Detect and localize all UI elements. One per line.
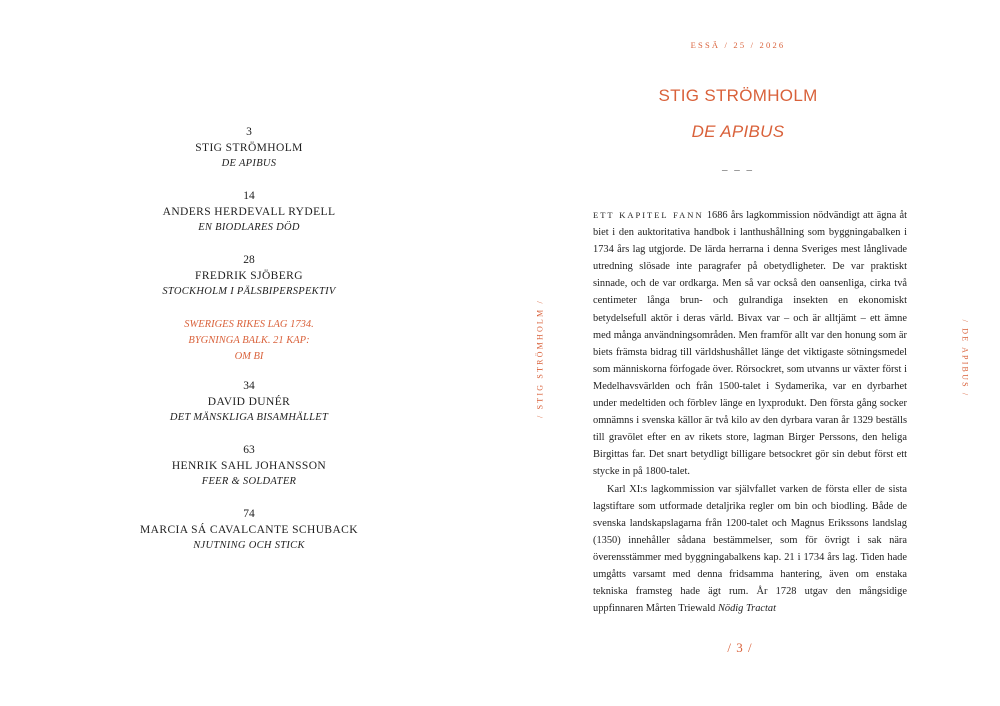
essay-title: DE APIBUS [691, 122, 785, 141]
toc-entry[interactable] [100, 507, 398, 554]
toc-author: ANDERS HERDEVALL RYDELL [162, 206, 336, 218]
toc-entry[interactable] [100, 189, 398, 236]
toc-title: EN BIODLARES DÖD [198, 222, 300, 233]
toc-author: DAVID DUNÉR [207, 396, 291, 408]
table-of-contents [100, 125, 398, 571]
paragraph [593, 207, 907, 481]
essay-author: STIG STRÖMHOLM [658, 86, 818, 105]
toc-title: FEER & SOLDATER [201, 476, 297, 487]
toc-title: STOCKHOLM I PÄLSBIPERSPEKTIV [162, 286, 336, 297]
toc-title: DE APIBUS [221, 158, 277, 169]
toc-page-number: 28 [243, 254, 255, 266]
toc-author: STIG STRÖMHOLM [195, 142, 303, 154]
toc-entry[interactable] [100, 253, 398, 300]
book-title-italic: Nödig Tractat [717, 603, 776, 615]
toc-entry[interactable] [100, 125, 398, 172]
page-number: / 3 / [727, 640, 753, 655]
toc-page-number: 14 [243, 190, 255, 202]
toc-page-number: 3 [246, 126, 252, 138]
toc-author: HENRIK SAHL JOHANSSON [171, 460, 327, 472]
right-page [500, 0, 1000, 706]
toc-entry[interactable] [100, 443, 398, 490]
paragraph-text: Karl XI:s lagkommission var självfallet varken de första eller de sista lagstiftare som utformade detaljrika regler om bin och biodling. Både de svenska landskapslagarna från 1200-talet och Magnus Erikssons landslag (1350) innehåller sådana bestämmelser, som för övrigt i sak nära överensstämmer med byggningabalkens kap. 21 i 1734 års lag. Tiden hade umgåtts varsamt med denna fridsamma hantering, även om enstaka tekniska framsteg hade ägt rum. År 1728 utgav den mångsidige uppfinnaren Mårten Triewald [593, 483, 907, 615]
toc-law-quote [100, 317, 398, 365]
toc-law-quote-line: OM BI [234, 351, 264, 362]
ornament-divider: – – – [722, 164, 754, 176]
toc-page-number: 63 [243, 444, 255, 456]
toc-title: NJUTNING OCH STICK [193, 540, 305, 551]
toc-law-quote-line: SWERIGES RIKES LAG 1734. [184, 319, 314, 330]
toc-author: MARCIA SÁ CAVALCANTE SCHUBACK [140, 524, 358, 536]
toc-title: DET MÄNSKLIGA BISAMHÄLLET [169, 412, 329, 423]
running-head-title-vertical: / DE APIBUS / [960, 319, 970, 398]
lead-in: ETT KAPITEL FANN [593, 210, 704, 220]
toc-author: FREDRIK SJÖBERG [195, 270, 303, 282]
toc-page-number: 74 [243, 508, 255, 520]
running-head-author-vertical: / STIG STRÖMHOLM / [535, 299, 545, 418]
running-head-top: ESSÄ / 25 / 2026 [690, 40, 786, 50]
toc-law-quote-line: BYGNINGA BALK. 21 KAP: [188, 335, 310, 346]
essay-body [593, 207, 907, 617]
toc-entry[interactable] [100, 379, 398, 426]
paragraph-text: 1686 års lagkommission nödvändigt att ägna åt biet i den auktoritativa handbok i lanthushållning som byggningabalken i 1734 års lag utgjorde. De lärda herrarna i denna Sveriges mest långlivade utredning slösade inte paragrafer på obetydligheter. De var praktiskt sinnade, och de var ordkarga. Men så var också den oansenliga, cirka två centimeter långa brun- och gulrandiga insekten en ekonomiskt betydelsefull aktör i deras värld. Bivax var – och är alltjämt – ett ämne med många användningsområden. Men framför allt var den honung som är biets främsta bidrag till världshushållet länge det viktigaste sötningsmedel som människorna förfogade över. Rörsockret, som utvanns ur växter först i Medelhavsvärlden och från 1500-talet i Sydamerika, var en dyrbarhet under medeltiden och förblev länge en lyxprodukt. Den första gång socker omnämns i svenska källor är två kilo av den dyrbara varan år 1329 beställs till gravölet efter en av rikets store, lagman Birger Perssons, den heliga Birgittas far. Det snart betydligt billigare betsockret gör sin debut först ett stycke in på 1800-talet. [593, 210, 907, 478]
paragraph [593, 481, 907, 618]
toc-page-number: 34 [243, 380, 255, 392]
